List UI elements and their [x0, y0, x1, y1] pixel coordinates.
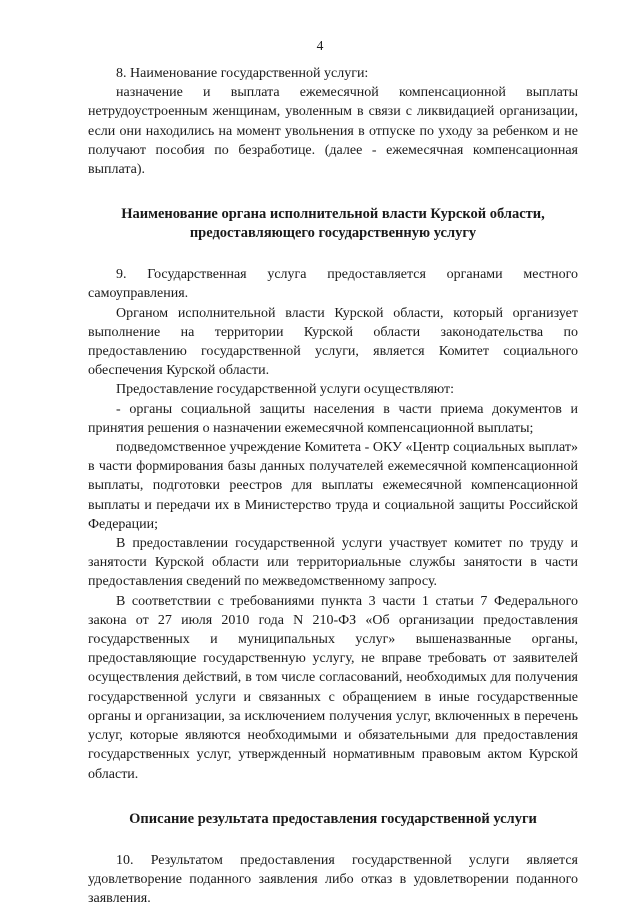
section-9-paragraph: В предоставлении государственной услуги участвует комитет по труду и занятости Курской области или территориальные службы занятости в части предоставления сведений по межведомственному запросу. — [88, 536, 578, 590]
section-9-paragraph: В соответствии с требованиями пункта 3 части 1 статьи 7 Федерального закона от 27 июля 2010 года N 210-ФЗ «Об организации предоставления государственных и муниципальных услуг» вышеназванные органы, предоставляющие государственную услугу, не вправе требовать от заявителей осуществления действий, в том числе согласований, необходимых для получения государственной услуги и связанных с обращением в иные государственные органы и организации, за исключением получения услуг, включенных в перечень услуг, которые являются необходимыми и обязательными для предоставления государственных услуг, утвержденный нормативным правовым актом Курской области. — [88, 593, 578, 782]
section-9-paragraph: 9. Государственная услуга предоставляется органами местного самоуправления. — [88, 267, 578, 302]
section-9-paragraph: - органы социальной защиты населения в части приема документов и принятия решения о назначении ежемесячной компенсационной выплаты; — [88, 401, 578, 436]
section-10-text: 10. Результатом предоставления государственной услуги является удовлетворение поданного заявления либо отказ в удовлетворении поданного заявления. — [88, 852, 578, 907]
section-9-paragraph: Предоставление государственной услуги осуществляют: — [116, 382, 455, 398]
section-9-paragraph: подведомственное учреждение Комитета - ОКУ «Центр социальных выплат» в части формирования базы данных получателей ежемесячной компенсационной выплаты, подготовки реестров для выплаты ежемесячной компенсационной выплаты и передачи их в Министерство труда и социальной защиты Российской Федерации; — [88, 440, 578, 532]
page-number: 4 — [316, 38, 324, 53]
heading-service-result: Описание результата предоставления государственной услуги — [129, 810, 537, 827]
spacer — [88, 243, 578, 265]
section-8-text: назначение и выплата ежемесячной компенсационной выплаты нетрудоустроенным женщинам, уволенным в связи с ликвидацией организации, если они находились на момент увольнения в отпуске по уходу за ребенком и не получают пособия по безработице. (далее - ежемесячная компенсационная выплата). — [88, 85, 578, 178]
document-body — [88, 64, 578, 908]
heading-executive-body: Наименование органа исполнительной власти Курской области, предоставляющего государственную услугу — [121, 206, 545, 242]
section-9-paragraph: Органом исполнительной власти Курской области, который организует выполнение на территории Курской области законодательства по предоставлению государственной услуги, является Комитет социального обеспечения Курской области. — [88, 305, 578, 379]
section-8-title: 8. Наименование государственной услуги: — [116, 66, 369, 81]
spacer — [88, 829, 578, 851]
spacer — [88, 179, 578, 205]
spacer — [88, 784, 578, 810]
